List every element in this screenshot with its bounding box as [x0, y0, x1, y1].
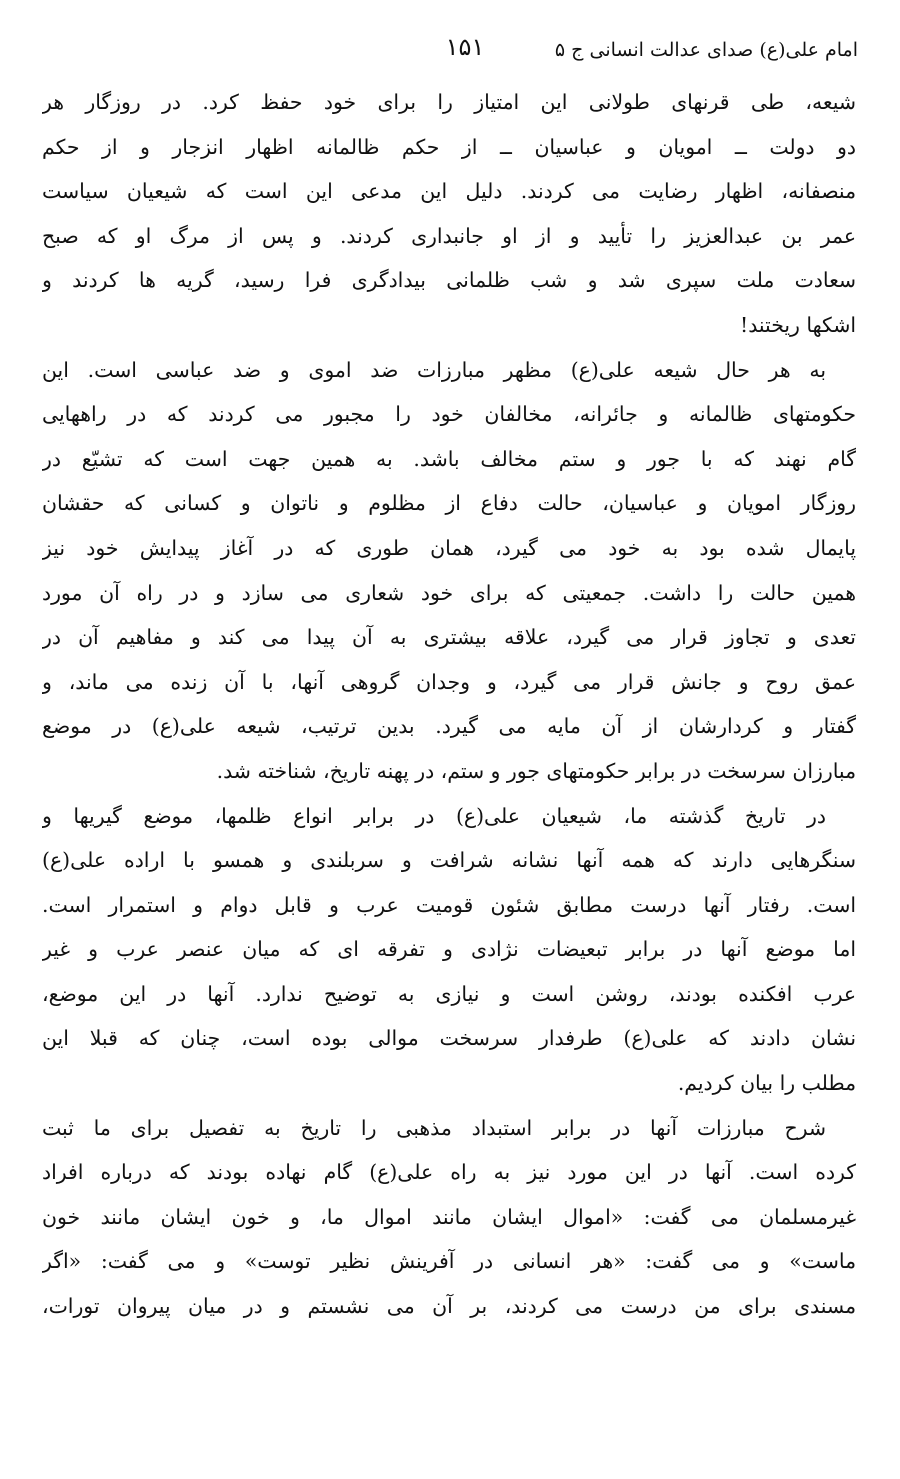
text-line: دو دولت ــ امویان و عباسیان ــ از حکم ظالمانه اظهار انزجار و از حکم	[42, 134, 856, 159]
paragraph	[42, 794, 856, 1106]
paragraph	[42, 80, 856, 348]
text-line: منصفانه، اظهار رضایت می کردند. دلیل این مدعی این است که شیعیان سیاست	[42, 179, 856, 204]
page-number: ۱۵۱	[445, 33, 485, 61]
text-line: مطلب را بیان کردیم.	[677, 1071, 856, 1096]
text-line: در تاریخ گذشته ما، شیعیان علی(ع) در برابر انواع ظلمها، موضع گیریها و	[42, 803, 826, 828]
text-line: سعادت ملت سپری شد و شب ظلمانی بیدادگری فرا رسید، گریه ها کردند و	[42, 268, 856, 293]
paragraph	[42, 1106, 856, 1329]
text-line: پایمال شده بود به خود می گیرد، همان طوری که در آغاز پیدایش خود نیز	[42, 535, 856, 560]
body-text	[42, 80, 856, 1329]
text-line: کرده است. آنها در این مورد نیز به راه علی(ع) گام نهاده بودند که درباره افراد	[42, 1160, 856, 1185]
text-line: عمق روح و جانش قرار می گیرد، و وجدان گروهی آنها، با آن زنده می ماند، و	[42, 669, 856, 694]
text-line: عمر بن عبدالعزیز را تأیید و از او جانبداری کردند. و پس از مرگ او که صبح	[42, 223, 856, 248]
text-line: سنگرهایی دارند که همه آنها نشانه شرافت و سربلندی و همسو با اراده علی(ع)	[42, 848, 856, 873]
text-line: تعدی و تجاوز قرار می گیرد، علاقه بیشتری به آن پیدا می کند و مفاهیم آن در	[42, 625, 856, 650]
text-line: غیرمسلمان می گفت: «اموال ایشان مانند اموال ما، و خون ایشان مانند خون	[42, 1204, 856, 1229]
text-line: به هر حال شیعه علی(ع) مظهر مبارزات ضد اموی و ضد عباسی است. این	[42, 357, 826, 382]
text-line: اما موضع آنها در برابر تبعیضات نژادی و تفرقه ای که میان عنصر عرب و غیر	[42, 937, 856, 962]
text-line: مسندی برای من درست می کردند، بر آن می نشستم و در میان پیروان تورات،	[42, 1294, 856, 1319]
text-line: همین حالت را داشت. جمعیتی که برای خود شعاری می سازد و در راه آن مورد	[42, 580, 856, 605]
text-line: گام نهند که با جور و ستم مخالف باشد. به همین جهت است که تشیّع در	[42, 446, 856, 471]
text-line: اشکها ریختند!	[740, 312, 856, 337]
text-line: شرح مبارزات آنها در برابر استبداد مذهبی را تاریخ به تفصیل برای ما ثبت	[42, 1115, 826, 1140]
text-line: مبارزان سرسخت در برابر حکومتهای جور و ستم، در پهنه تاریخ، شناخته شد.	[216, 758, 856, 783]
text-line: روزگار امویان و عباسیان، حالت دفاع از مظلوم و ناتوان و کسانی که حقشان	[42, 491, 856, 516]
text-line: نشان دادند که علی(ع) طرفدار سرسخت موالی بوده است، چنان که قبلا این	[42, 1026, 856, 1051]
running-header	[40, 30, 858, 70]
text-line: ماست» و می گفت: «هر انسانی در آفرینش نظیر توست» و می گفت: «اگر	[42, 1249, 856, 1274]
text-line: شیعه، طی قرنهای طولانی این امتیاز را برای خود حفظ کرد. در روزگار هر	[42, 90, 856, 114]
text-line: عرب افکنده بودند، روشن است و نیازی به توضیح ندارد. آنها در این موضع،	[42, 981, 856, 1006]
header-title: امام علی(ع) صدای عدالت انسانی ج ۵	[554, 39, 858, 61]
text-line: است. رفتار آنها درست مطابق شئون قومیت عرب و قابل دوام و استمرار است.	[42, 892, 856, 917]
text-line: گفتار و کردارشان از آن مایه می گیرد. بدین ترتیب، شیعه علی(ع) در موضع	[42, 714, 856, 739]
paragraph	[42, 348, 856, 794]
text-line: حکومتهای ظالمانه و جائرانه، مخالفان خود را مجبور می کردند که در راههایی	[42, 402, 856, 427]
